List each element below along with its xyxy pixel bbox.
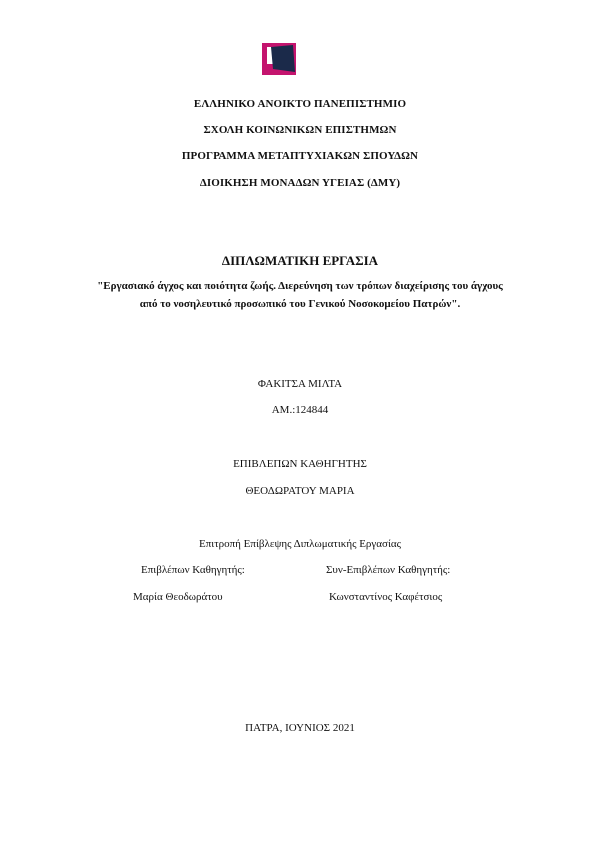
- program-name: ΠΡΟΓΡΑΜΜΑ ΜΕΤΑΠΤΥΧΙΑΚΩΝ ΣΠΟΥΔΩΝ: [181, 150, 419, 162]
- supervisor-label: ΕΠΙΒΛΕΠΩΝ ΚΑΘΗΓΗΤΗΣ: [233, 458, 367, 470]
- document-type: ΔΙΠΛΩΜΑΤΙΚΗ ΕΡΓΑΣΙΑ: [221, 253, 379, 268]
- thesis-title-line-2: από το νοσηλευτικό προσωπικό του Γενικού Νοσοκομείου Πατρών".: [139, 298, 461, 310]
- student-name: ΦΑΚΙΤΣΑ ΜΙΛΤΑ: [257, 378, 343, 390]
- place-and-date: ΠΑΤΡΑ, ΙΟΥΝΙΟΣ 2021: [245, 722, 355, 734]
- co-supervisor-column-label: Συν-Επιβλέπων Καθηγητής:: [326, 564, 451, 576]
- supervisor-column-label: Επιβλέπων Καθηγητής:: [141, 564, 245, 576]
- university-name: ΕΛΛΗΝΙΚΟ ΑΝΟΙΚΤΟ ΠΑΝΕΠΙΣΤΗΜΙΟ: [193, 98, 407, 110]
- supervisor-column-name: Μαρία Θεοδωράτου: [133, 591, 223, 603]
- thesis-title-line-1: "Εργασιακό άγχος και ποιότητα ζωής. Διερεύνηση των τρόπων διαχείρισης του άγχους: [97, 280, 503, 292]
- university-logo-icon: [262, 43, 296, 75]
- co-supervisor-column-name: Κωνσταντίνος Καφέτσιος: [329, 591, 443, 603]
- department-name: ΔΙΟΙΚΗΣΗ ΜΟΝΑΔΩΝ ΥΓΕΙΑΣ (ΔΜΥ): [199, 177, 401, 189]
- supervisor-name: ΘΕΟΔΩΡΑΤΟΥ ΜΑΡΙΑ: [245, 485, 355, 497]
- student-id: ΑΜ.:124844: [271, 404, 329, 416]
- committee-heading: Επιτροπή Επίβλεψης Διπλωματικής Εργασίας: [198, 538, 402, 550]
- school-name: ΣΧΟΛΗ ΚΟΙΝΩΝΙΚΩΝ ΕΠΙΣΤΗΜΩΝ: [203, 124, 397, 136]
